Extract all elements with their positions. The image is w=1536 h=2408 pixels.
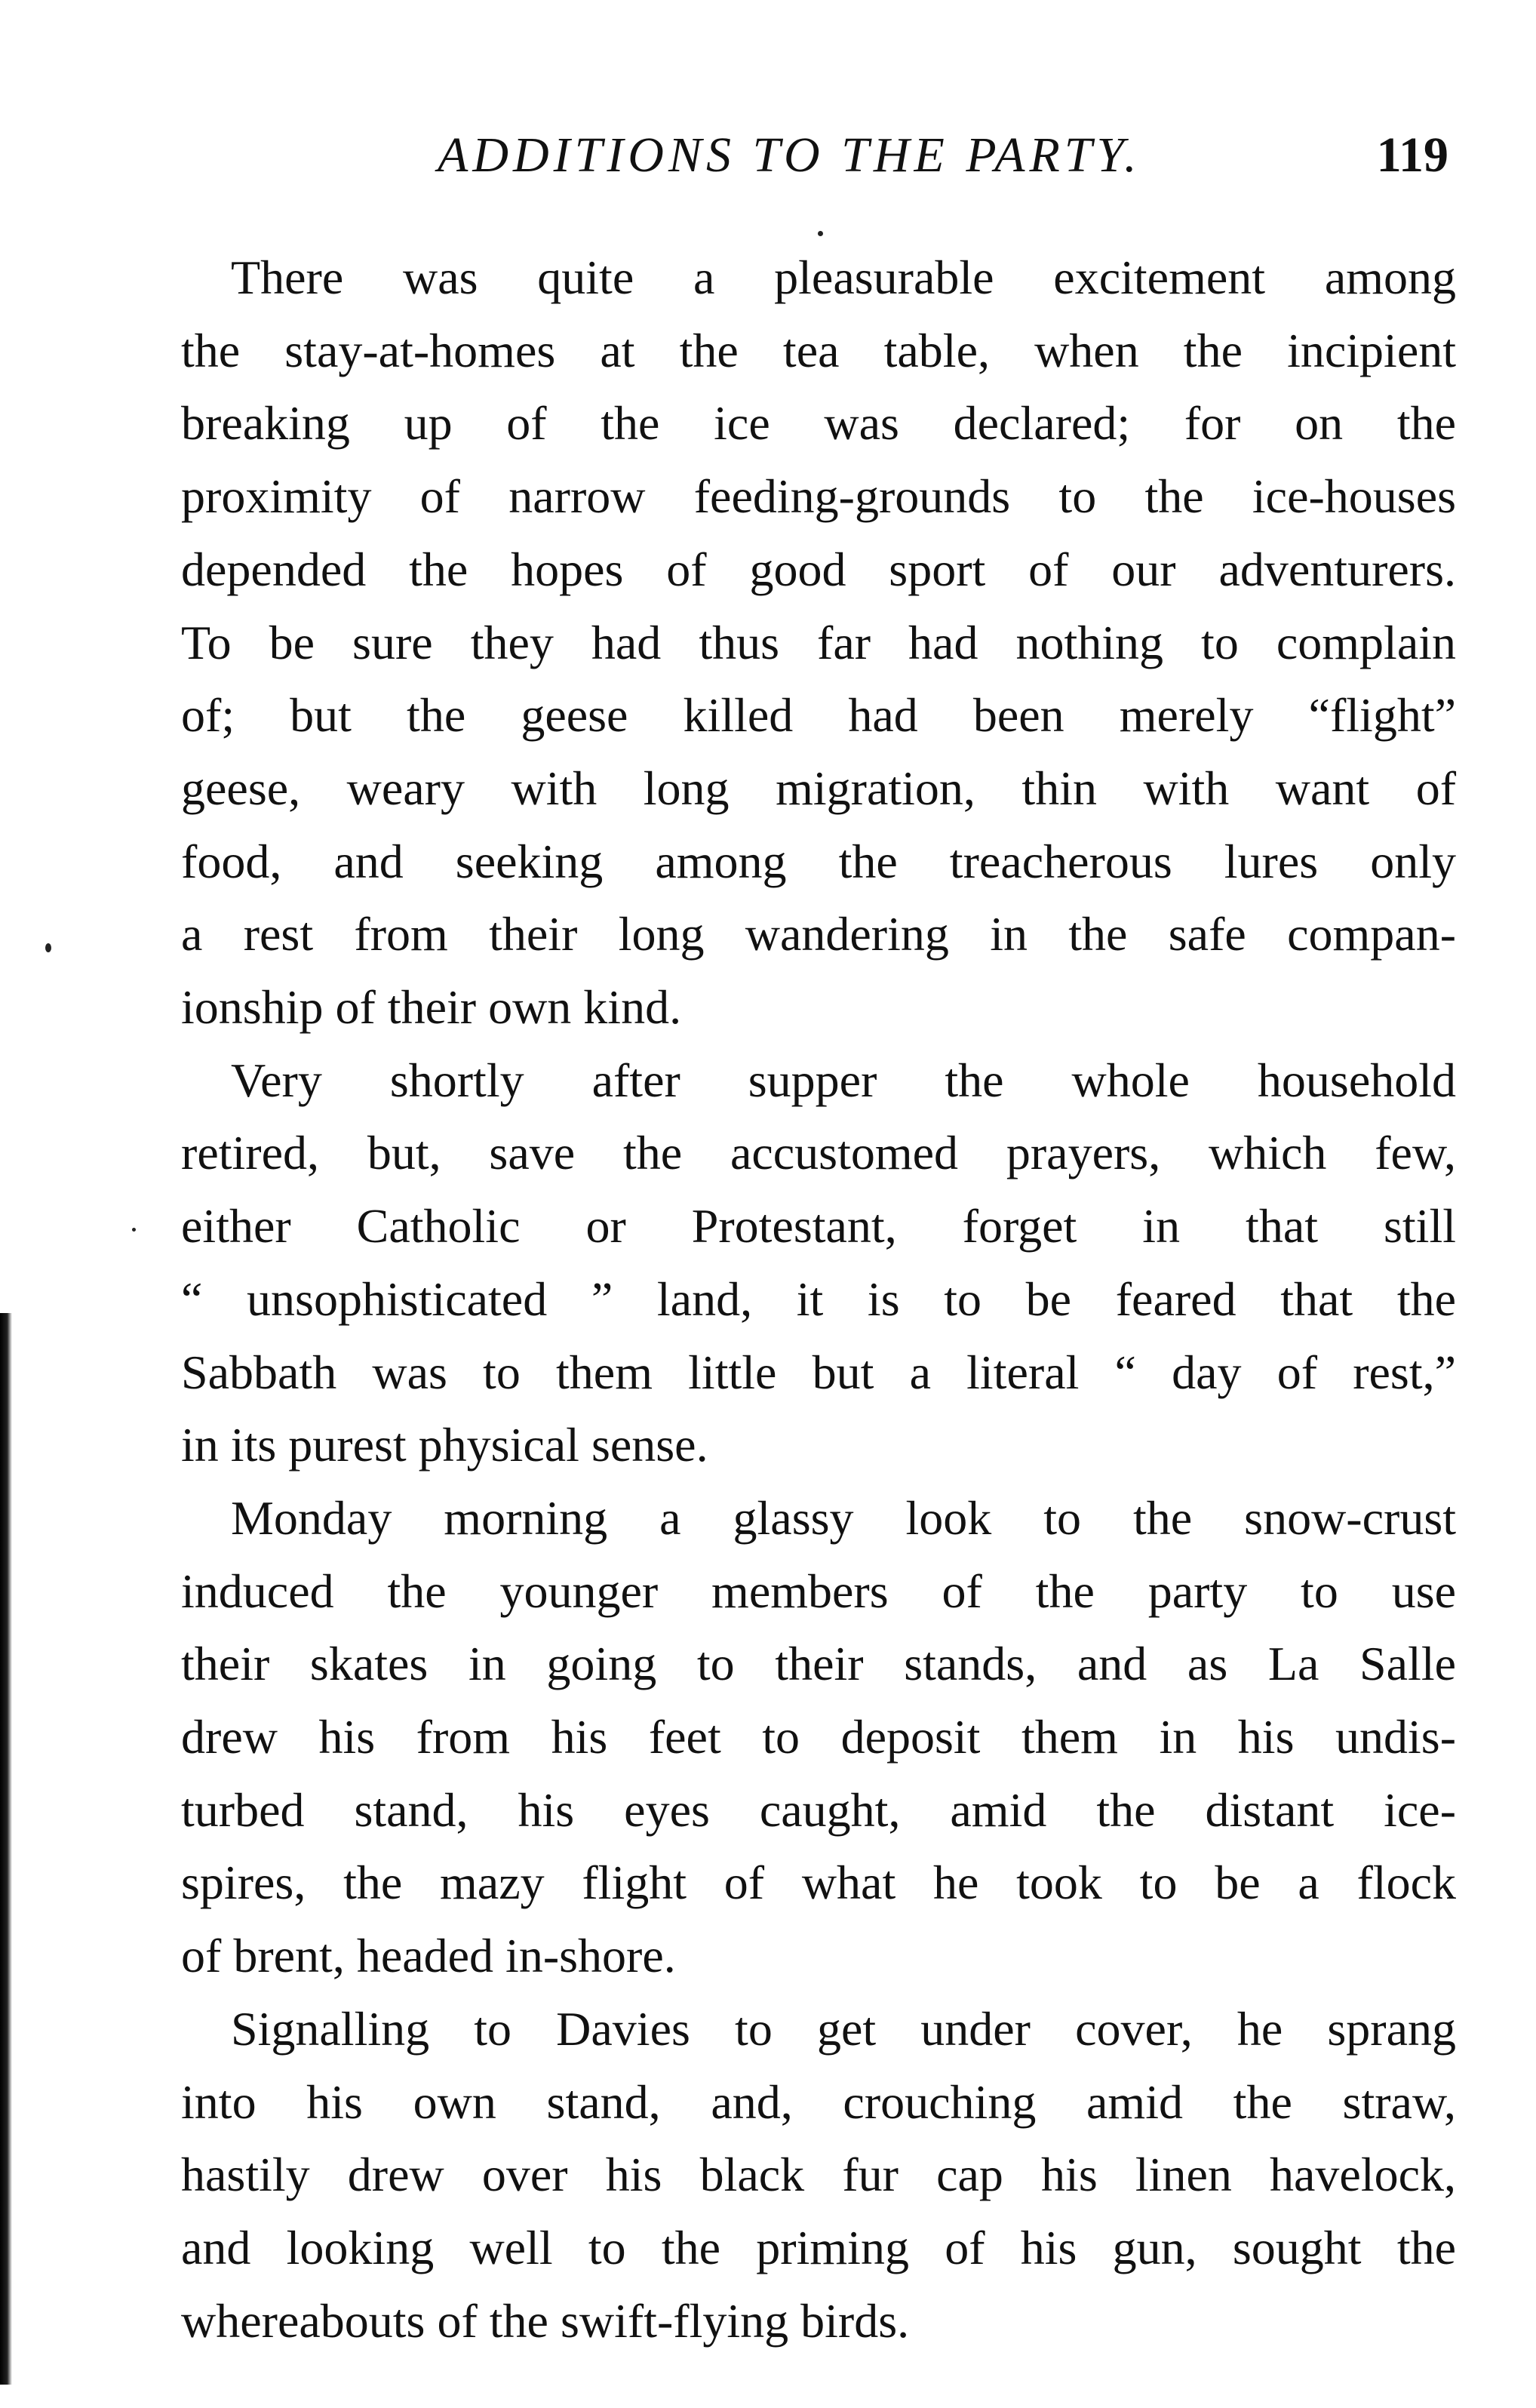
text-line: the stay-at-homes at the tea table, when the incipient <box>181 323 1456 377</box>
text-line: of brent, headed in-shore. <box>181 1929 676 1983</box>
text-line: Sabbath was to them little but a literal “ day of rest,” <box>181 1345 1456 1399</box>
running-title: ADDITIONS TO THE PARTY. <box>438 128 1141 183</box>
text-line: There was quite a pleasurable excitement among <box>231 251 1456 304</box>
text-line: their skates in going to their stands, and as La Salle <box>181 1637 1456 1691</box>
text-line: and looking well to the priming of his gun, sought the <box>181 2220 1456 2274</box>
text-line: “ unsophisticated ” land, it is to be feared that the <box>181 1272 1456 1326</box>
text-line: Monday morning a glassy look to the snow-crust <box>231 1490 1456 1545</box>
paragraph-4 <box>181 1993 1456 2358</box>
binding-edge-mark <box>0 1313 12 2385</box>
text-line: spires, the mazy flight of what he took to be a flock <box>181 1856 1456 1910</box>
text-line: retired, but, save the accustomed prayers, which few, <box>181 1126 1456 1180</box>
paragraph-3 <box>181 1482 1456 1993</box>
body-text <box>181 241 1456 2357</box>
text-line: To be sure they had thus far had nothing to complain <box>181 615 1456 669</box>
text-line: breaking up of the ice was declared; for on the <box>181 396 1456 451</box>
paragraph-1 <box>181 241 1456 1044</box>
page-header <box>407 113 1456 196</box>
ink-speck <box>818 231 823 236</box>
text-line: induced the younger members of the party to use <box>181 1564 1456 1618</box>
text-line: a rest from their long wandering in the safe compan- <box>181 907 1456 961</box>
ink-speck <box>45 943 51 952</box>
text-line: food, and seeking among the treacherous lures only <box>181 834 1456 888</box>
text-line: of; but the geese killed had been merely “flight” <box>181 688 1456 743</box>
text-line: Signalling to Davies to get under cover, he sprang <box>231 2001 1456 2056</box>
text-line: turbed stand, his eyes caught, amid the distant ice- <box>181 1782 1456 1837</box>
text-line: proximity of narrow feeding-grounds to the ice-houses <box>181 469 1456 524</box>
ink-speck <box>132 1228 136 1232</box>
text-line: either Catholic or Protestant, forget in that still <box>181 1199 1456 1253</box>
text-line: in its purest physical sense. <box>181 1418 708 1472</box>
text-line: Very shortly after supper the whole household <box>231 1053 1456 1107</box>
text-line: into his own stand, and, crouching amid the straw, <box>181 2074 1456 2129</box>
text-line: whereabouts of the swift-flying birds. <box>181 2293 910 2348</box>
text-line: geese, weary with long migration, thin with want of <box>181 761 1456 815</box>
text-line: depended the hopes of good sport of our adventurers. <box>181 542 1456 596</box>
text-line: drew his from his feet to deposit them in his undis- <box>181 1710 1456 1764</box>
text-line: hastily drew over his black fur cap his linen havelock, <box>181 2148 1456 2202</box>
paragraph-2 <box>181 1044 1456 1482</box>
text-line: ionship of their own kind. <box>181 980 682 1035</box>
page-number: 119 <box>1376 128 1448 183</box>
